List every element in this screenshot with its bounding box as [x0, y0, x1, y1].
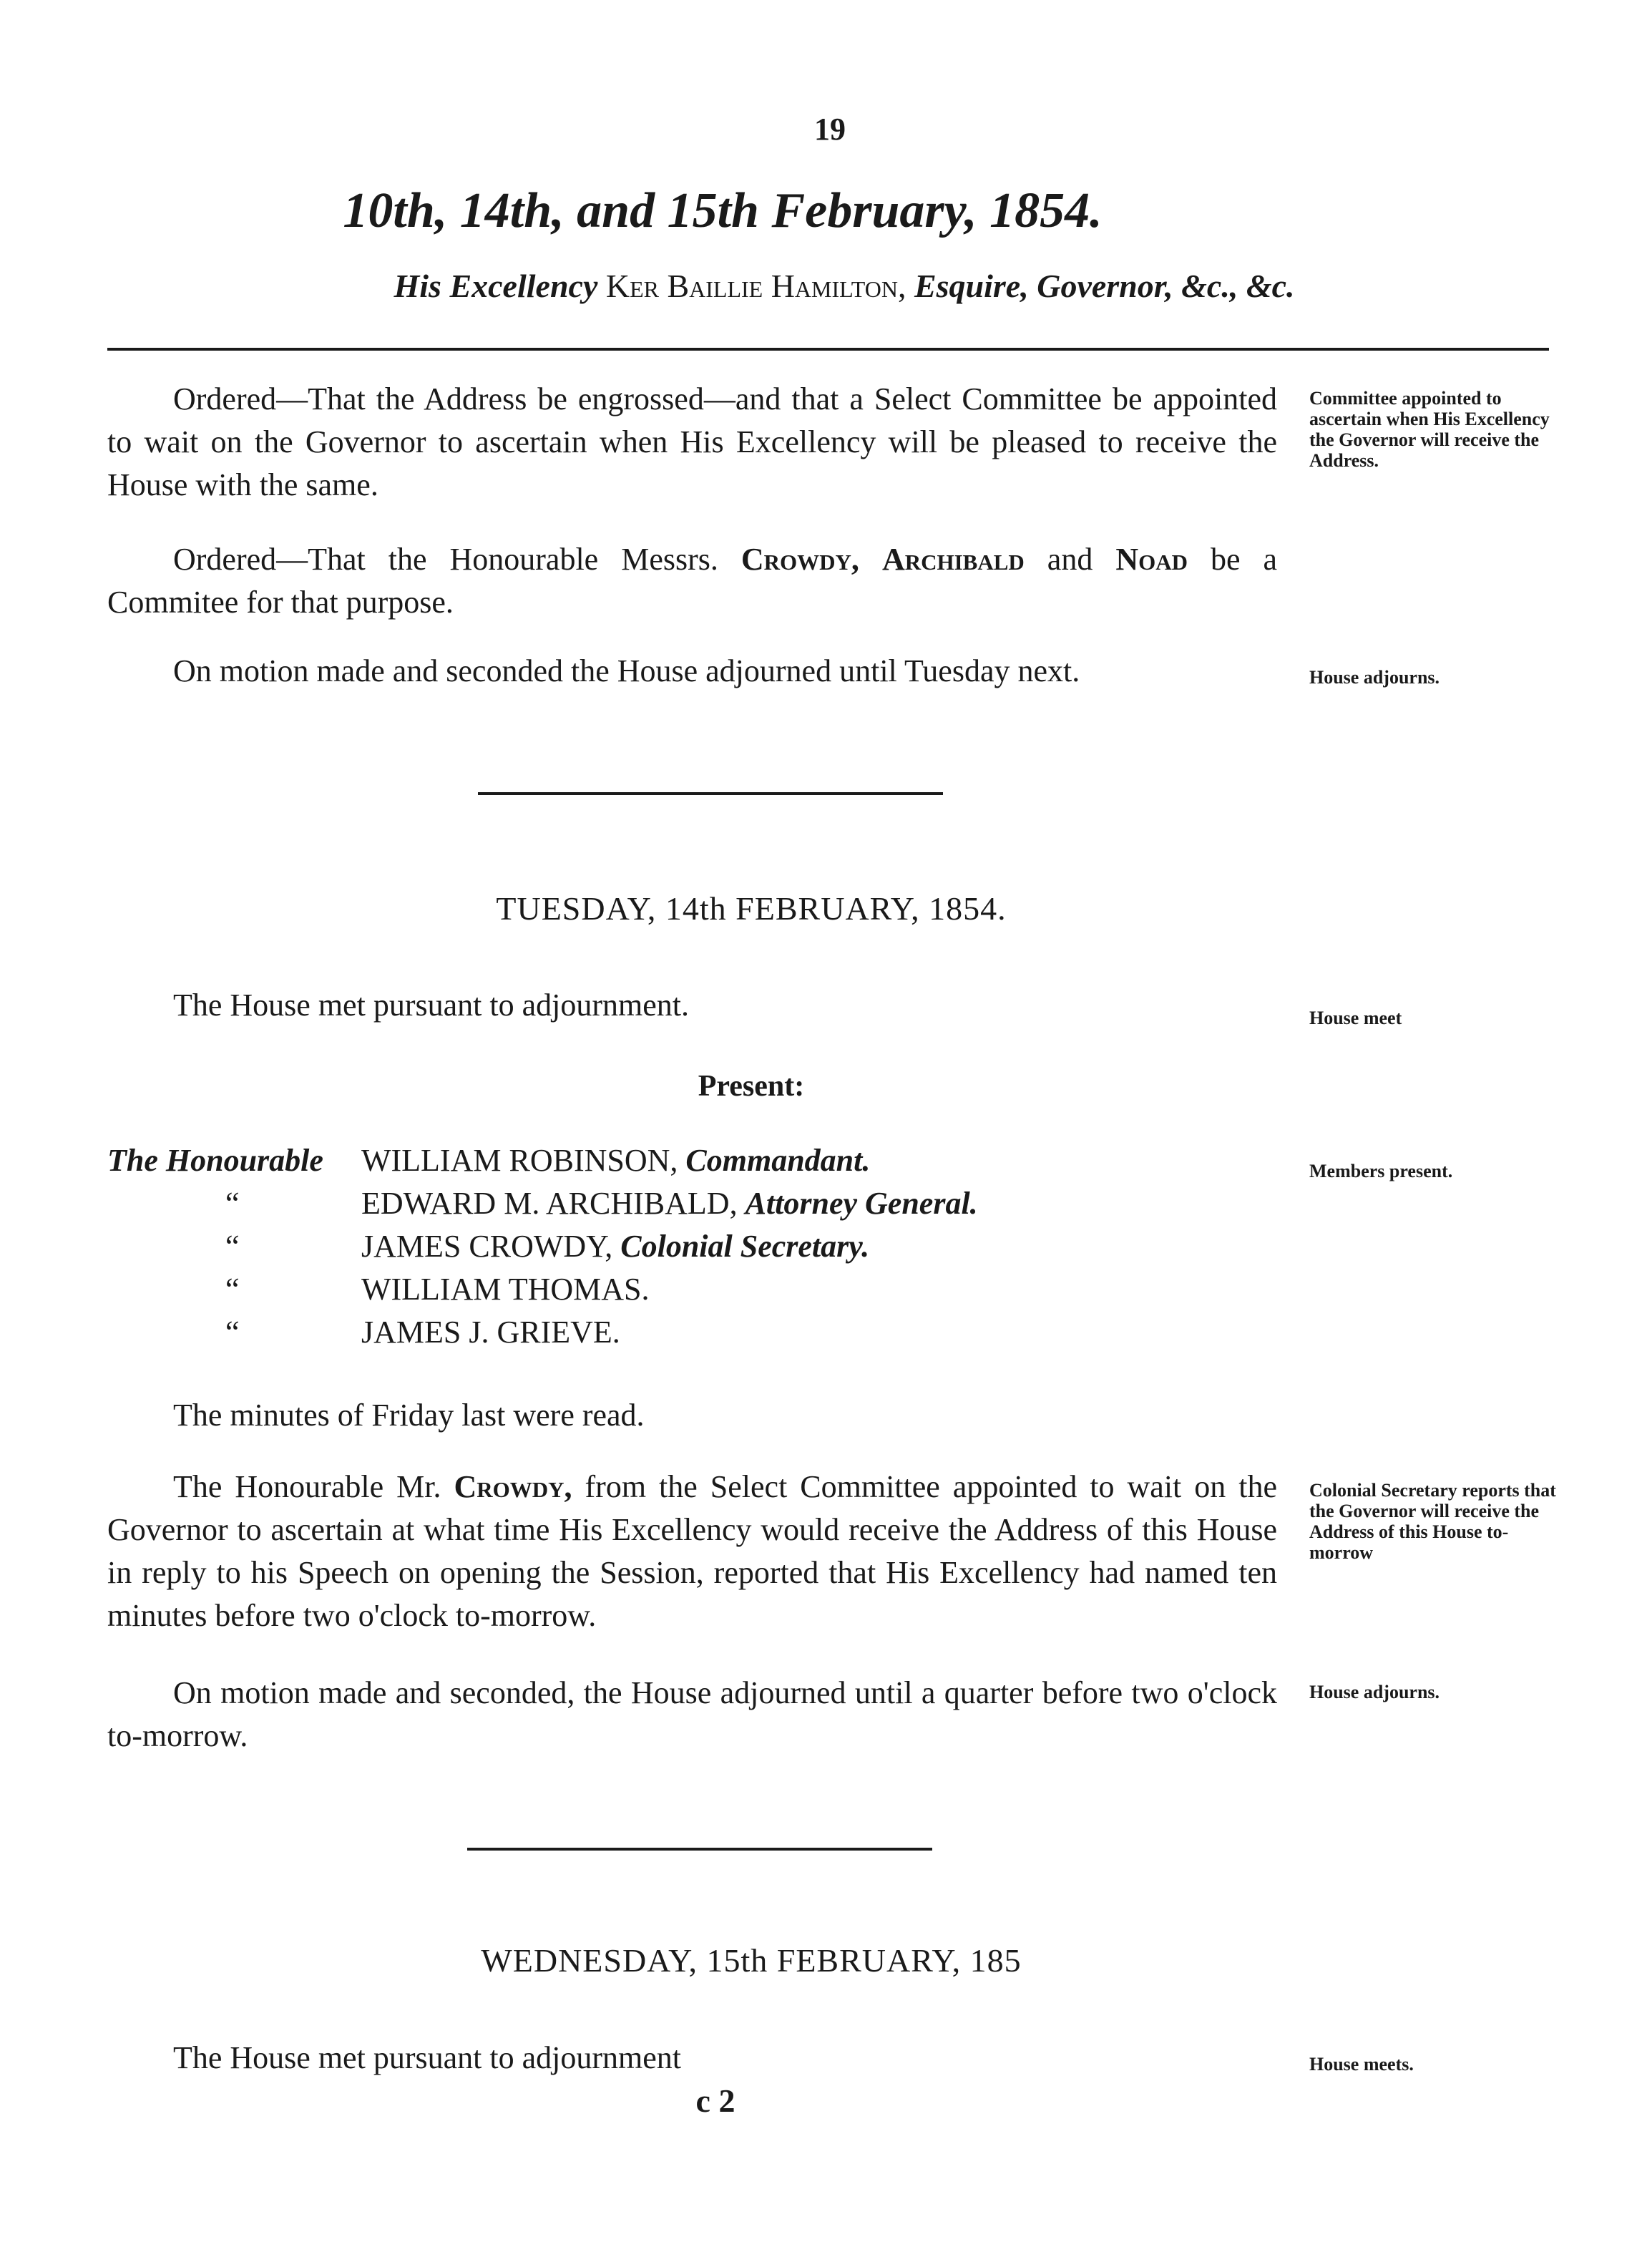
note-house-meet: House meet — [1309, 1008, 1402, 1028]
member-3-prefix: “ — [225, 1229, 240, 1264]
member-row-5 — [107, 1311, 620, 1354]
member-archibald: Archibald — [881, 542, 1025, 577]
heading-wednesday: WEDNESDAY, 15th FEBRUARY, 185 — [481, 1942, 1022, 1979]
member-1-name: WILLIAM ROBINSON, — [361, 1143, 678, 1178]
member-3-name: JAMES CROWDY, — [361, 1229, 613, 1264]
member-5-name: JAMES J. GRIEVE. — [361, 1315, 620, 1350]
member-noad: Noad — [1115, 542, 1188, 577]
note-colonial-secretary-reports: Colonial Secretary reports that the Governor will receive the Address of this House to-morrow — [1309, 1480, 1556, 1563]
para-ordered-committee — [107, 538, 1277, 624]
member-5-prefix: “ — [225, 1315, 240, 1350]
member-row-2 — [107, 1182, 978, 1225]
para2-pre: Ordered—That the Honourable Messrs. — [173, 542, 718, 577]
signature-mark: c 2 — [695, 2082, 735, 2119]
heading-tuesday: TUESDAY, 14th FEBRUARY, 1854. — [496, 890, 1007, 927]
member-row-3 — [107, 1225, 869, 1268]
report-pre: The Honourable Mr. — [173, 1469, 441, 1504]
member-row-4 — [107, 1268, 650, 1311]
note-house-meets: House meets. — [1309, 2054, 1414, 2075]
subtitle — [215, 266, 1474, 306]
page-number: 19 — [814, 112, 846, 147]
para-house-met-wednesday: The House met pursuant to adjournment — [173, 2040, 681, 2075]
member-row-1 — [107, 1139, 870, 1182]
para-ordered-engrossed: Ordered—That the Address be engrossed—and that a Select Committee be appointed to wait on the Governor to ascertain when His Excellency will be pleased to receive the House with the same. — [107, 381, 1277, 502]
para-minutes-read: The minutes of Friday last were read. — [173, 1398, 645, 1433]
report-post: from the Select Committee appointed to wait on the Governor to ascertain at what time His Excellency would receive the Address of this House in reply to his Speech on opening the Session, reported that His Excellency had named ten minutes before two o'clock to-morrow. — [107, 1469, 1278, 1633]
para2-post: be a Commitee for that purpose. — [107, 542, 1278, 620]
para-report-crowdy — [107, 1466, 1277, 1637]
member-1-prefix: The Honourable — [107, 1143, 323, 1178]
subtitle-pre: His Excellency — [394, 268, 598, 304]
member-4-prefix: “ — [225, 1272, 240, 1307]
para-house-met-tuesday: The House met pursuant to adjournment. — [173, 988, 689, 1023]
member-3-title: Colonial Secretary. — [620, 1229, 870, 1264]
header-rule — [107, 348, 1549, 351]
note-committee-appointed: Committee appointed to ascertain when His Excellency the Governor will receive the Address. — [1309, 388, 1550, 471]
section-divider-2 — [467, 1848, 932, 1851]
member-2-prefix: “ — [225, 1186, 240, 1221]
report-member-crowdy: Crowdy, — [454, 1469, 572, 1504]
dates-title: 10th, 14th, and 15th February, 1854. — [343, 183, 1103, 238]
note-house-adjourns-1: House adjourns. — [1309, 667, 1440, 688]
subtitle-post: Esquire, Governor, &c., &c. — [914, 268, 1295, 304]
note-house-adjourns-2: House adjourns. — [1309, 1682, 1440, 1702]
present-label: Present: — [698, 1070, 805, 1103]
subtitle-name: Ker Baillie Hamilton, — [605, 268, 906, 304]
member-1-title: Commandant. — [685, 1143, 871, 1178]
member-2-name: EDWARD M. ARCHIBALD, — [361, 1186, 738, 1221]
section-divider-1 — [478, 792, 943, 795]
para-adjourned-quarter: On motion made and seconded, the House adjourned until a quarter before two o'clock to-morrow. — [107, 1675, 1277, 1753]
para2-and: and — [1047, 542, 1093, 577]
para-adjourned-tuesday: On motion made and seconded the House adjourned until Tuesday next. — [173, 653, 1080, 688]
member-crowdy: Crowdy, — [741, 542, 859, 577]
member-4-name: WILLIAM THOMAS. — [361, 1272, 650, 1307]
member-2-title: Attorney General. — [745, 1186, 978, 1221]
note-members-present: Members present. — [1309, 1161, 1453, 1181]
